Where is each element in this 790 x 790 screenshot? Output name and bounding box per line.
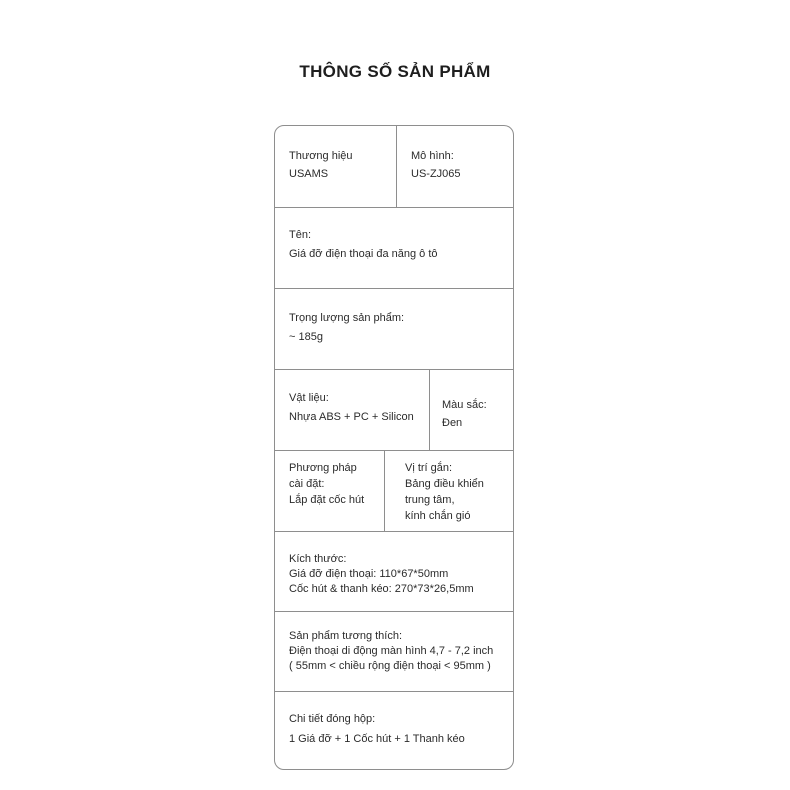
model-cell [397, 126, 514, 207]
name-value: Giá đỡ điện thoại đa năng ô tô [289, 248, 438, 260]
package-label: Chi tiết đóng hộp: [289, 713, 376, 725]
mount-position-value: Bảng điều khiển trung tâm, kính chắn gió [405, 478, 484, 522]
color-label: Màu sắc: [442, 399, 487, 411]
spec-row-compatible [275, 612, 513, 692]
material-cell [275, 370, 430, 450]
material-label: Vật liệu: [289, 392, 329, 404]
spec-row-weight [275, 289, 513, 370]
spec-row-dimensions [275, 532, 513, 612]
brand-cell [275, 126, 397, 207]
spec-row-install [275, 451, 513, 532]
weight-value: ~ 185g [289, 331, 323, 343]
compatible-line: Điện thoại di động màn hình 4,7 - 7,2 inch [289, 645, 494, 657]
material-value: Nhựa ABS + PC + Silicon [289, 411, 414, 423]
spec-row-brand-model [275, 126, 513, 208]
spec-row-name [275, 208, 513, 289]
mount-position-cell [385, 451, 514, 531]
page-title: THÔNG SỐ SẢN PHẨM [299, 62, 491, 81]
dimensions-label: Kích thước: [289, 553, 347, 565]
spec-table [274, 125, 514, 770]
color-value: Đen [442, 417, 463, 429]
spec-row-package [275, 692, 513, 770]
install-method-label: Phương pháp cài đặt: [289, 462, 357, 490]
name-label: Tên: [289, 229, 312, 241]
dimensions-line: Cốc hút & thanh kéo: 270*73*26,5mm [289, 583, 474, 595]
compatible-line: ( 55mm < chiều rộng điện thoại < 95mm ) [289, 660, 491, 672]
dimensions-line: Giá đỡ điện thoại: 110*67*50mm [289, 568, 449, 580]
weight-label: Trọng lượng sản phẩm: [289, 312, 405, 324]
install-method-value: Lắp đặt cốc hút [289, 494, 365, 506]
compatible-label: Sản phẩm tương thích: [289, 630, 403, 642]
color-cell [430, 370, 514, 450]
package-value: 1 Giá đỡ + 1 Cốc hút + 1 Thanh kéo [289, 733, 465, 745]
brand-value: USAMS [289, 168, 329, 180]
spec-row-material-color [275, 370, 513, 451]
install-method-cell [275, 451, 385, 531]
brand-label: Thương hiệu [289, 150, 353, 162]
model-value: US-ZJ065 [411, 168, 461, 180]
mount-position-label: Vị trí gắn: [405, 462, 453, 474]
model-label: Mô hình: [411, 150, 454, 162]
